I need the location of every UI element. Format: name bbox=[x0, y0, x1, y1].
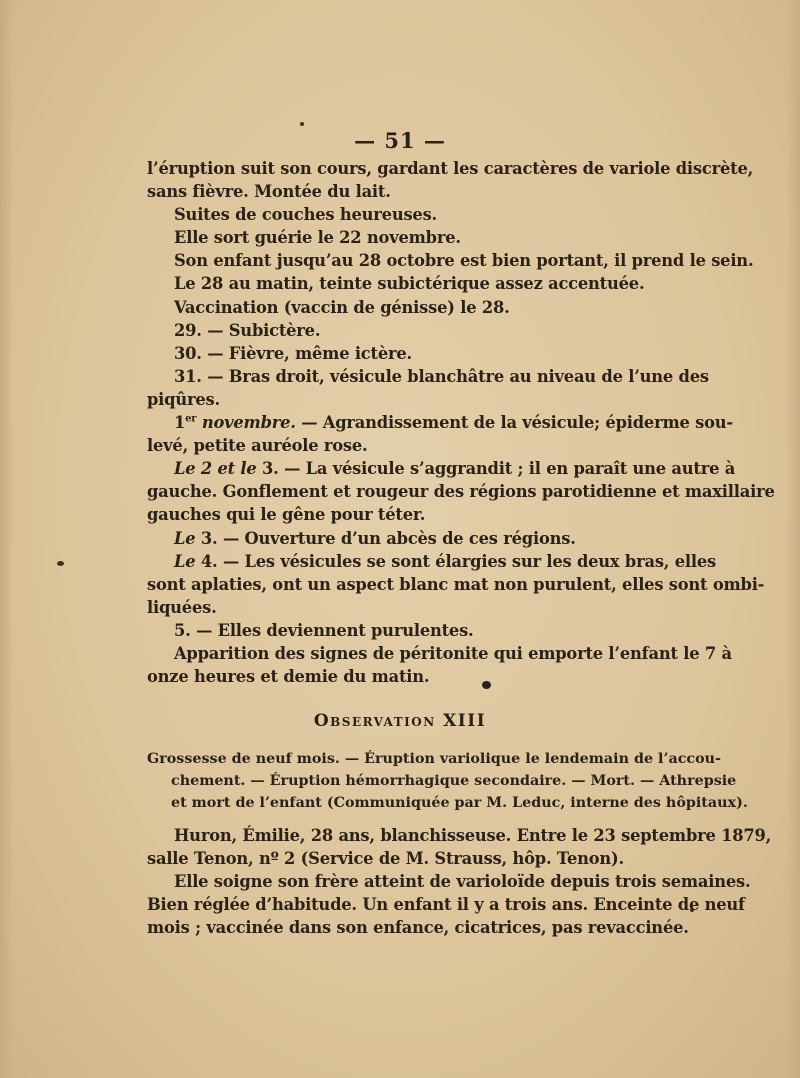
page-edge-shadow-right bbox=[786, 0, 800, 1078]
observation-label: Observation bbox=[313, 711, 436, 731]
observation-heading bbox=[0, 711, 800, 731]
ink-speck bbox=[300, 122, 304, 126]
line-text: 31. — Bras droit, vésicule blanchâtre au niveau de l’une des bbox=[174, 366, 709, 386]
summary-line: chement. — Éruption hémorrhagique secondaire. — Mort. — Athrepsie bbox=[171, 773, 737, 789]
line-italic: Le 2 et le bbox=[174, 459, 257, 479]
page-edge-shadow-left bbox=[0, 0, 14, 1078]
line-text: gauches qui le gêne pour téter. bbox=[147, 505, 426, 525]
text-line bbox=[147, 203, 625, 226]
line-text: piqûres. bbox=[147, 389, 220, 409]
text-line bbox=[147, 527, 625, 550]
text-line bbox=[147, 619, 625, 642]
observation-numeral: XIII bbox=[443, 711, 487, 731]
text-line bbox=[147, 893, 745, 916]
line-text: Le 28 au matin, teinte subictérique assez accentuée. bbox=[174, 274, 645, 294]
line-italic: novembre. bbox=[196, 413, 296, 433]
text-line bbox=[147, 550, 716, 573]
text-line bbox=[147, 573, 765, 596]
text-line bbox=[147, 226, 625, 249]
ink-speck bbox=[57, 561, 64, 566]
line-text: mois ; vaccinée dans son enfance, cicatrices, pas revaccinée. bbox=[147, 918, 689, 938]
line-text: liquées. bbox=[147, 597, 217, 617]
text-line bbox=[147, 272, 645, 295]
line-text: levé, petite auréole rose. bbox=[147, 436, 368, 456]
observation-summary bbox=[147, 748, 748, 814]
ink-blot bbox=[482, 681, 491, 689]
text-line bbox=[147, 296, 625, 319]
text-line bbox=[147, 411, 733, 434]
text-line bbox=[147, 342, 625, 365]
line-italic: Le bbox=[174, 528, 196, 548]
text-line bbox=[147, 665, 625, 688]
page-number: — 51 — bbox=[354, 128, 446, 153]
line-text: 30. — Fièvre, même ictère. bbox=[174, 343, 413, 363]
text-line bbox=[147, 457, 736, 480]
line-text: Elle soigne son frère atteint de varioloïde depuis trois semaines. bbox=[174, 872, 751, 892]
text-line bbox=[147, 180, 625, 203]
line-lead-number: 1 bbox=[174, 413, 186, 433]
line-text: l’éruption suit son cours, gardant les caractères de variole discrète, bbox=[147, 159, 754, 178]
line-text: sont aplaties, ont un aspect blanc mat non purulent, elles sont ombi- bbox=[147, 574, 765, 594]
line-text: 5. — Elles deviennent purulentes. bbox=[174, 620, 474, 640]
text-line bbox=[147, 388, 625, 411]
line-text: — Agrandissement de la vésicule; épiderme sou- bbox=[295, 413, 733, 433]
line-text: Son enfant jusqu’au 28 octobre est bien portant, il prend le sein. bbox=[174, 251, 754, 271]
line-text: Huron, Émilie, 28 ans, blanchisseuse. Entre le 23 septembre 1879, bbox=[174, 826, 772, 845]
line-text: Suites de couches heureuses. bbox=[174, 205, 438, 225]
line-text: 3. — Ouverture d’un abcès de ces régions. bbox=[195, 528, 576, 548]
line-text: sans fièvre. Montée du lait. bbox=[147, 182, 391, 202]
line-text: 4. — Les vésicules se sont élargies sur les deux bras, elles bbox=[195, 551, 716, 571]
line-italic: Le bbox=[174, 551, 196, 571]
line-text: 29. — Subictère. bbox=[174, 320, 321, 340]
line-text: 3. — La vésicule s’aggrandit ; il en paraît une autre à bbox=[256, 459, 736, 479]
observation-xii-text bbox=[147, 157, 775, 688]
text-line bbox=[147, 916, 689, 939]
text-line bbox=[147, 870, 751, 893]
summary-line: et mort de l’enfant (Communiquée par M. Leduc, interne des hôpitaux). bbox=[171, 795, 748, 811]
text-line bbox=[147, 642, 732, 665]
text-line bbox=[147, 847, 625, 870]
line-text: salle Tenon, nº 2 (Service de M. Strauss, hôp. Tenon). bbox=[147, 849, 625, 869]
text-line bbox=[147, 249, 754, 272]
text-line bbox=[147, 434, 625, 457]
line-text: onze heures et demie du matin. bbox=[147, 667, 430, 687]
text-line bbox=[147, 824, 772, 847]
line-text: gauche. Gonflement et rougeur des régions parotidienne et maxillaire bbox=[147, 482, 775, 502]
line-text: Bien réglée d’habitude. Un enfant il y a trois ans. Enceinte de neuf bbox=[147, 895, 745, 915]
text-line bbox=[147, 503, 625, 526]
text-line bbox=[147, 365, 709, 388]
line-text: Vaccination (vaccin de génisse) le 28. bbox=[174, 297, 510, 317]
line-superscript: er bbox=[185, 413, 197, 425]
text-line bbox=[147, 157, 754, 180]
summary-line: Grossesse de neuf mois. — Éruption variolique le lendemain de l’accou- bbox=[147, 751, 721, 767]
observation-xiii-text bbox=[147, 824, 772, 939]
line-text: Apparition des signes de péritonite qui emporte l’enfant le 7 à bbox=[174, 643, 732, 663]
text-line bbox=[147, 480, 775, 503]
text-line bbox=[147, 596, 625, 619]
line-text: Elle sort guérie le 22 novembre. bbox=[174, 228, 461, 248]
text-line bbox=[147, 319, 625, 342]
